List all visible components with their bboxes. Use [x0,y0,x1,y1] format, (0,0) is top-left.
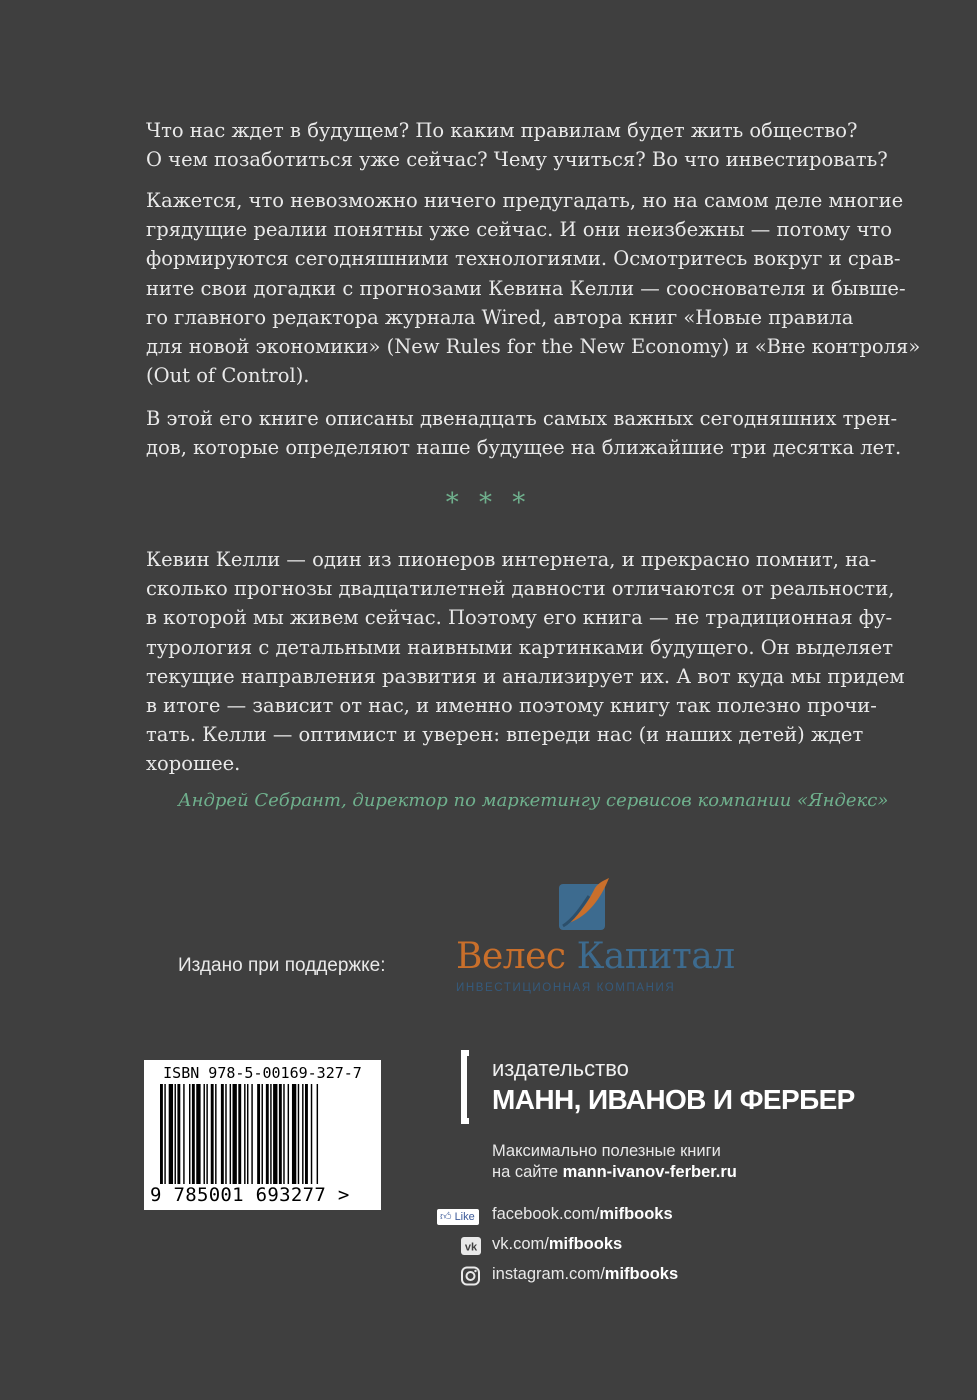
barcode-bar [298,1084,299,1184]
barcode-bars [160,1084,370,1184]
section-separator: * * * [445,488,532,518]
vk-icon [437,1236,481,1261]
barcode-bar [251,1084,252,1184]
website-prefix: на сайте [492,1163,563,1181]
sponsor-logo [456,878,735,998]
text-line: в итоге — зависит от нас, и именно поэтому книгу так полезно прочи- [146,694,877,718]
social-prefix: instagram.com/ [492,1265,605,1283]
barcode-bar [311,1084,312,1184]
publisher-tagline: Максимально полезные книги [492,1142,721,1160]
barcode-bar [221,1084,224,1184]
sponsor-subtitle: ИНВЕСТИЦИОННАЯ КОМПАНИЯ [456,982,676,994]
veles-capital-logo-icon [559,878,609,930]
isbn-barcode [144,1060,381,1210]
text-line: сколько прогнозы двадцатилетней давности отличаются от реальности, [146,577,895,601]
publisher-label: издательство [492,1056,629,1081]
barcode-bar [169,1084,173,1184]
like-label: Like [454,1211,475,1223]
barcode-bar [183,1084,184,1184]
review-attribution: Андрей Себрант, директор по маркетингу сервисов компании «Яндекс» [178,790,889,811]
publisher-website-line [492,1163,737,1182]
intro-paragraph [146,116,888,174]
social-handle: mifbooks [548,1235,623,1253]
publisher-bracket-icon [461,1050,469,1124]
text-line: О чем позаботиться уже сейчас? Чему учиться? Во что инвестировать? [146,148,888,172]
barcode-bar [177,1084,180,1184]
barcode-bar [160,1084,163,1184]
barcode-bar [189,1084,190,1184]
text-line: Кевин Келли — один из пионеров интернета, и прекрасно помнит, на- [146,548,877,571]
text-line: турология с детальными наивными картинками будущего. Он выделяет [146,635,893,659]
sponsor-name-word-2: Капитал [576,936,735,977]
facebook-like-icon: 👍︎ Like [437,1206,479,1225]
social-handle: mifbooks [604,1265,679,1283]
text-line: дов, которые определяют наше будущее на ближайшие три десятка лет. [146,436,902,460]
text-line: го главного редактора журнала Wired, автора книг «Новые правила [146,305,854,329]
barcode-bar [238,1084,241,1184]
sponsor-label: Издано при поддержке: [178,955,386,976]
text-line: Кажется, что невозможно ничего предугадать, но на самом деле многие [146,189,904,212]
instagram-icon [437,1266,481,1291]
barcode-bar [206,1084,207,1184]
social-handle: mifbooks [599,1205,673,1223]
barcode-bar [215,1084,216,1184]
barcode-bar [292,1084,296,1184]
barcode-bar [211,1084,214,1184]
text-line: хорошее. [146,752,241,776]
barcode-bar [196,1084,200,1184]
text-line: (Out of Control). [146,364,310,388]
sponsor-name-word-1: Велес [456,936,566,977]
isbn-number: ISBN 978-5-00169-327-7 [163,1064,362,1082]
text-line: в которой мы живем сейчас. Поэтому его книга — не традиционная фу- [146,606,893,630]
barcode-bar [244,1084,245,1184]
barcode-bar [262,1084,263,1184]
barcode-bar [175,1084,176,1184]
publisher-name: МАНН, ИВАНОВ И ФЕРБЕР [492,1084,855,1115]
sponsor-name [456,936,735,977]
social-prefix: facebook.com/ [492,1205,600,1223]
barcode-bar [266,1084,269,1184]
svg-text:vk: vk [464,1241,478,1254]
barcode-bar [273,1084,277,1184]
text-line: для новой экономики» (New Rules for the New Economy) и «Вне контроля» [146,335,921,359]
text-line: тать. Келли — оптимист и уверен: впереди нас (и наших детей) ждет [146,723,864,747]
social-prefix: vk.com/ [492,1235,549,1253]
text-line: В этой его книге описаны двенадцать самых важных сегодняшних трен- [146,407,898,430]
barcode-bar [288,1084,289,1184]
barcode-bar [247,1084,248,1184]
text-line: формируются сегодняшними технологиями. Осмотритесь вокруг и срав- [146,247,901,271]
text-line: грядущие реалии понятны уже сейчас. И они неизбежны — потому что [146,218,893,242]
barcode-bar [302,1084,303,1184]
barcode-bar [225,1084,226,1184]
barcode-bar [257,1084,260,1184]
barcode-bar [279,1084,282,1184]
review-paragraph [146,545,905,779]
barcode-bar [305,1084,308,1184]
text-line: ните свои догадки с прогнозами Кевина Келли — сооснователя и бывше- [146,276,906,300]
barcode-bar [317,1084,318,1184]
text-line: Что нас ждет в будущем? По каким правилам будет жить общество? [146,119,858,142]
description-paragraph [146,186,921,390]
text-line: текущие направления развития и анализирует их. А вот куда мы придем [146,664,905,688]
publisher-website-link[interactable]: mann-ivanov-ferber.ru [562,1163,737,1181]
barcode-bar [233,1084,237,1184]
barcode-digits: 9 785001 693277 > [150,1184,350,1206]
barcode-bar [164,1084,165,1184]
summary-paragraph [146,404,902,462]
barcode-bar [283,1084,284,1184]
barcode-bar [270,1084,271,1184]
barcode-bar [192,1084,195,1184]
barcode-bar [230,1084,231,1184]
barcode-bar [204,1084,205,1184]
